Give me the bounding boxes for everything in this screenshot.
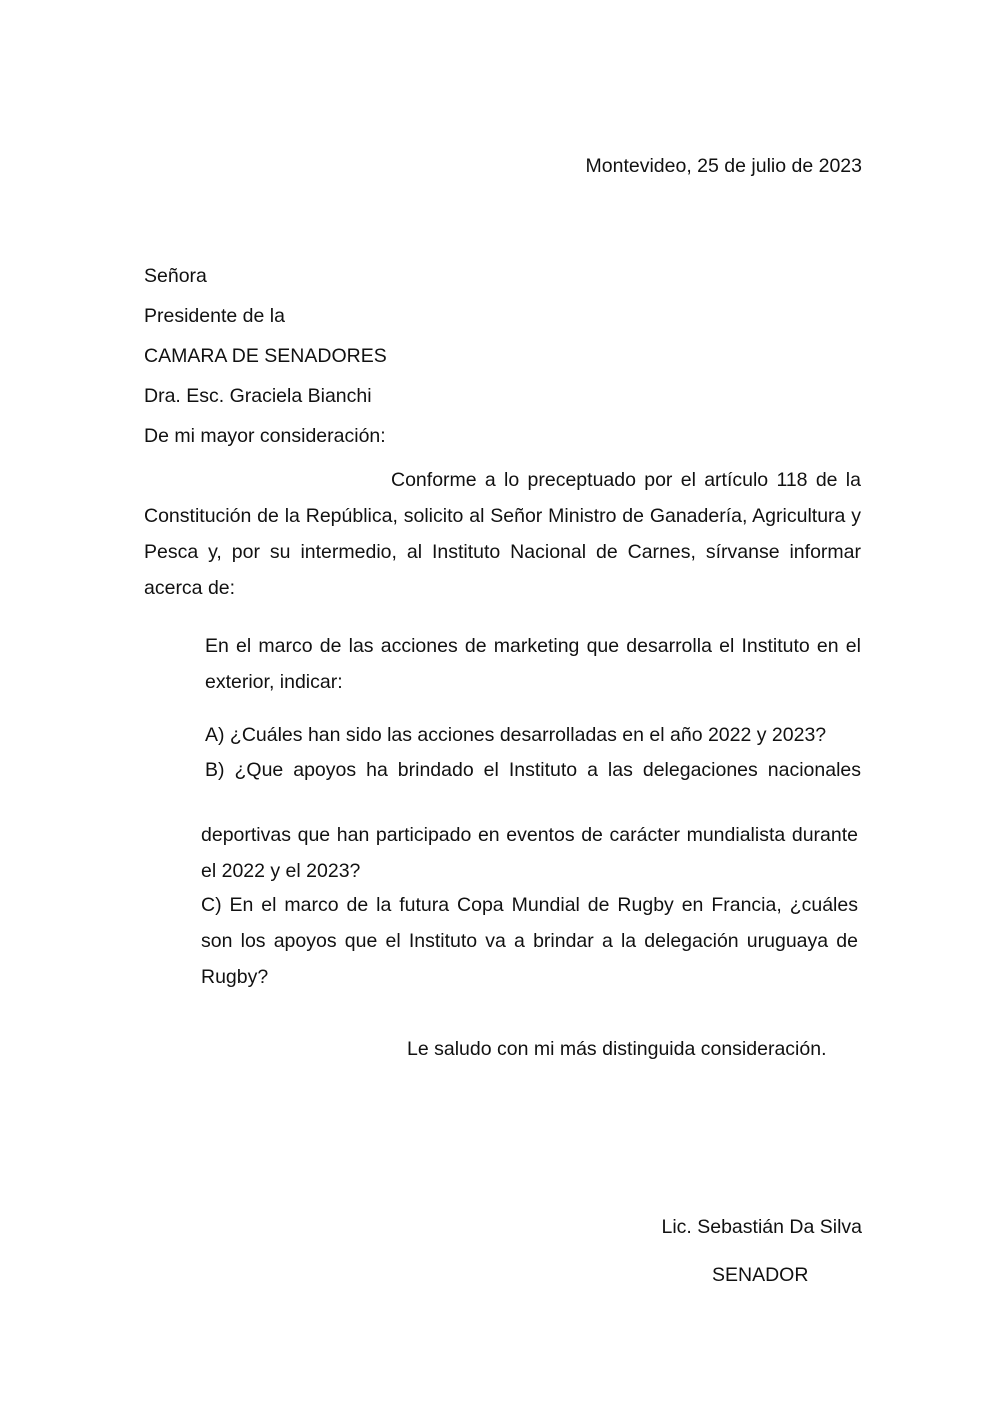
- questions-intro: En el marco de las acciones de marketing que desarrolla el Instituto en el exterior, indicar:: [205, 635, 861, 693]
- letter-body-paragraph: Conforme a lo preceptuado por el artículo 118 de la Constitución de la República, solicito al Señor Ministro de Ganadería, Agricultura y Pesca y, por su intermedio, al Instituto Nacional de Carnes, sírvanse informar acerca de:: [144, 469, 861, 599]
- recipient-salutation: Señora: [144, 265, 207, 287]
- letter-date: Montevideo, 25 de julio de 2023: [585, 155, 862, 177]
- signature-title: SENADOR: [712, 1264, 809, 1286]
- recipient-position: Presidente de la: [144, 305, 285, 327]
- letter-closing: Le saludo con mi más distinguida consideración.: [407, 1038, 827, 1060]
- recipient-chamber: CAMARA DE SENADORES: [144, 345, 387, 367]
- recipient-name: Dra. Esc. Graciela Bianchi: [144, 385, 372, 407]
- question-b-first-line: B) ¿Que apoyos ha brindado el Instituto a las delegaciones nacionales: [205, 759, 861, 781]
- letter-greeting: De mi mayor consideración:: [144, 425, 386, 447]
- question-c: C) En el marco de la futura Copa Mundial de Rugby en Francia, ¿cuáles son los apoyos que el Instituto va a brindar a la delegación uruguaya de Rugby?: [201, 894, 858, 988]
- question-b-continuation: deportivas que han participado en eventos de carácter mundialista durante el 2022 y el 2023?: [201, 824, 858, 882]
- signature-name: Lic. Sebastián Da Silva: [661, 1216, 862, 1238]
- question-a: A) ¿Cuáles han sido las acciones desarrolladas en el año 2022 y 2023?: [205, 724, 827, 746]
